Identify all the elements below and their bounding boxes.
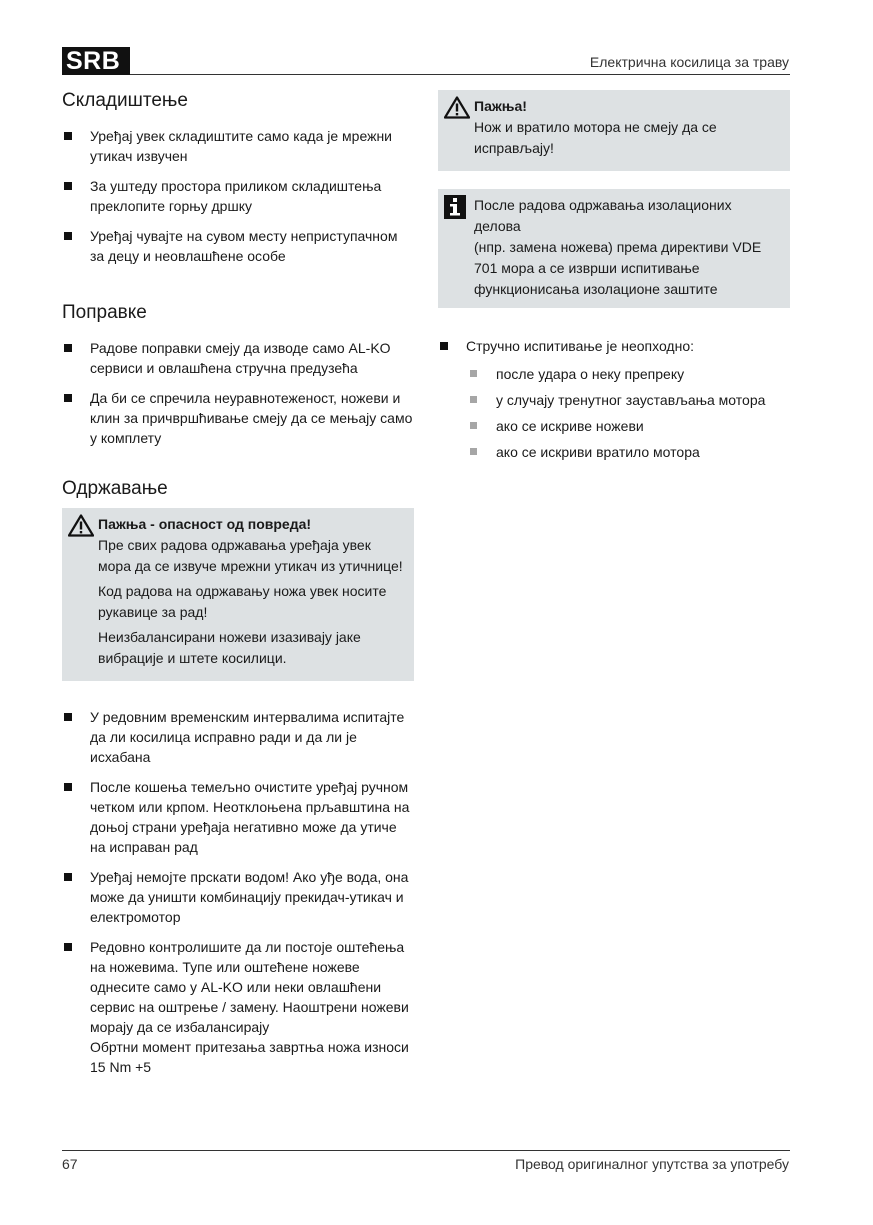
info-text-line2: (нпр. замена ножева) према директиви VDE 701 мора а се изврши испитивање функционисања изолационе заштите	[474, 239, 762, 297]
caution-title: Пажња!	[474, 98, 527, 114]
footer-title: Превод оригиналног упутства за употребу	[515, 1156, 789, 1172]
square-bullet-icon	[64, 394, 72, 402]
inspection-list	[438, 336, 790, 462]
right-column	[438, 90, 790, 472]
sub-list-item: ако се искриве ножеви	[466, 416, 790, 436]
sub-list-item: ако се искриви вратило мотора	[466, 442, 790, 462]
square-bullet-icon	[64, 232, 72, 240]
square-bullet-icon	[470, 448, 477, 455]
square-bullet-icon	[440, 342, 448, 350]
maintenance-list	[62, 707, 414, 1077]
left-column	[62, 90, 414, 1087]
inspection-intro: Стручно испитивање је неопходно:	[466, 338, 694, 354]
info-icon	[444, 195, 466, 225]
sub-list-item: после удара о неку препреку	[466, 364, 790, 384]
warning-triangle-icon	[444, 96, 470, 125]
repairs-heading: Поправке	[62, 302, 147, 323]
square-bullet-icon	[64, 713, 72, 721]
square-bullet-icon	[64, 132, 72, 140]
square-bullet-icon	[64, 873, 72, 881]
page-number: 67	[62, 1156, 78, 1172]
square-bullet-icon	[470, 422, 477, 429]
info-text-line1: После радова одржавања изолационих делова	[474, 197, 732, 234]
warning-paragraph: Неизбалансирани ножеви изазивају јаке вибрације и штете косилици.	[98, 629, 361, 666]
list-item: Уређај немојте прскати водом! Ако уђе вода, она може да уништи комбинацију прекидач-утикач и електромотор	[62, 867, 414, 927]
warning-paragraph: Пре свих радова одржавања уређаја увек мора да се извуче мрежни утикач из утичнице!	[98, 537, 403, 574]
header-rule	[130, 74, 790, 75]
list-item: Уређај увек складиштите само када је мрежни утикач извучен	[62, 126, 414, 166]
maintenance-heading: Одржавање	[62, 478, 168, 499]
list-item	[438, 336, 790, 462]
square-bullet-icon	[64, 182, 72, 190]
square-bullet-icon	[64, 344, 72, 352]
storage-heading: Складиштење	[62, 90, 188, 111]
list-item: Радове поправки смеју да изводе само AL-KO сервиси и овлашћена стручна предузећа	[62, 338, 414, 378]
warning-title: Пажња - опасност од повреда!	[98, 516, 312, 532]
header-title: Електрична косилица за траву	[589, 54, 789, 70]
list-item: После кошења темељно очистите уређај ручном четком или крпом. Неотклоњена прљавштина на доњој страни уређаја негативно може да утиче на исправан рад	[62, 777, 414, 857]
square-bullet-icon	[64, 943, 72, 951]
info-box	[438, 189, 790, 308]
list-item: У редовним временским интервалима испитајте да ли косилица исправно ради и да ли је исхабана	[62, 707, 414, 767]
language-tag: SRB	[62, 47, 130, 75]
list-item: Уређај чувајте на сувом месту неприступачном за децу и неовлашћене особе	[62, 226, 414, 266]
list-item: Редовно контролишите да ли постоје оштећења на ножевима. Тупе или оштећене ножеве однесите само у AL-KO или неки овлашћени сервис на оштрење / замену. Наоштрени ножеви морају да се избалансирају Обртни момент притезања завртња ножа износи 15 Nm +5	[62, 937, 414, 1077]
list-item: Да би се спречила неуравнотеженост, ножеви и клин за причвршћивање смеју да се мењају само у комплету	[62, 388, 414, 448]
square-bullet-icon	[470, 370, 477, 377]
injury-warning-box	[62, 508, 414, 681]
warning-triangle-icon	[68, 514, 94, 543]
repairs-list	[62, 338, 414, 448]
square-bullet-icon	[470, 396, 477, 403]
caution-text: Нож и вратило мотора не смеју да се исправљају!	[474, 119, 717, 156]
square-bullet-icon	[64, 783, 72, 791]
warning-paragraph: Код радова на одржавању ножа увек носите рукавице за рад!	[98, 583, 387, 620]
list-item: За уштеду простора приликом складиштења преклопите горњу дршку	[62, 176, 414, 216]
footer-rule	[62, 1150, 790, 1151]
sub-list-item: у случају тренутног заустављања мотора	[466, 390, 790, 410]
inspection-sublist	[466, 364, 790, 462]
storage-list	[62, 126, 414, 266]
caution-box	[438, 90, 790, 171]
